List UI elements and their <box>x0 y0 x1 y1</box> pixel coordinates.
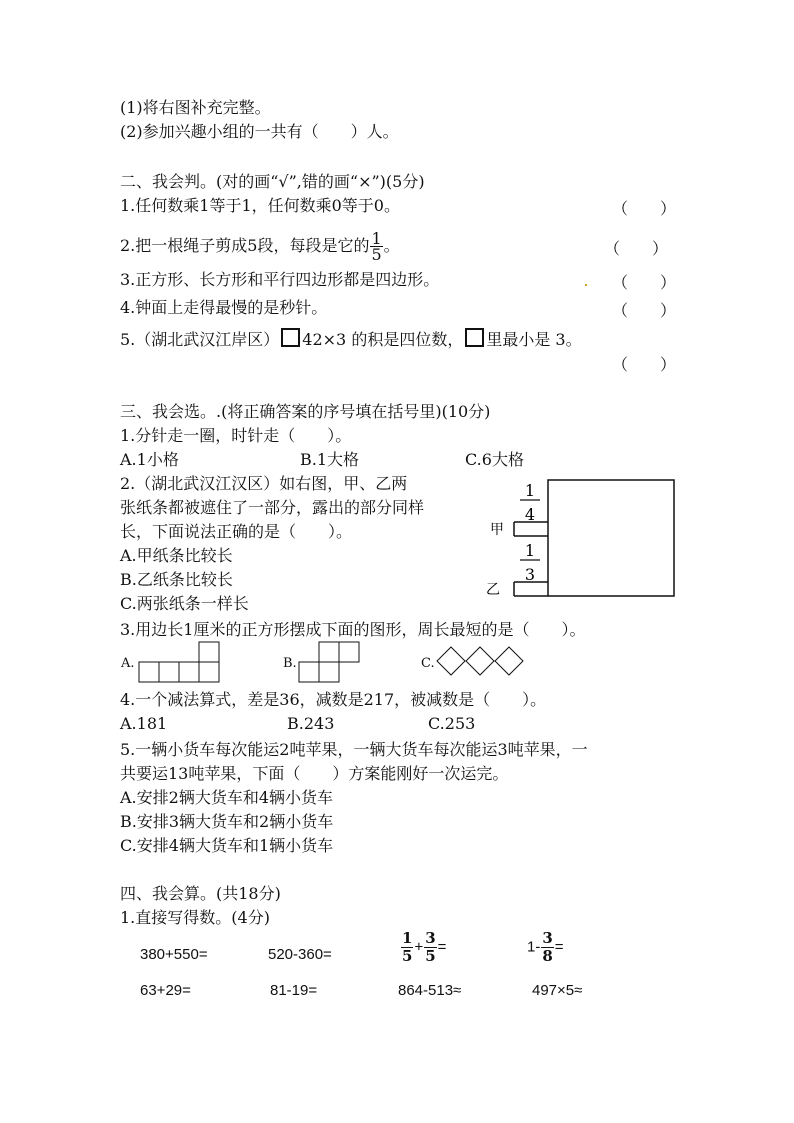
strip-jia-numerator: 1 <box>524 481 536 500</box>
judge-item-5-text: 42×3 的积是四位数， <box>302 330 464 349</box>
choice-q2-option-b[interactable]: B.乙纸条比较长 <box>120 570 233 589</box>
plus-sign: + <box>414 938 424 956</box>
strip-yi-numerator: 1 <box>524 541 536 560</box>
strip-jia-denominator: 4 <box>524 505 536 524</box>
choice-q3-option-a[interactable]: A. <box>121 656 135 671</box>
fraction-denominator: 5 <box>425 947 436 965</box>
fraction-numerator: 3 <box>542 929 553 947</box>
shape-a-squares <box>138 641 222 683</box>
equals-sign: = <box>554 938 564 956</box>
fraction-denominator: 5 <box>371 245 382 264</box>
stray-dot <box>585 284 587 286</box>
cover-rectangle <box>548 480 674 596</box>
calc-7: 864-513≈ <box>398 982 462 999</box>
part4-heading: 四、我会算。(共18分) <box>120 884 281 903</box>
fraction-denominator: 8 <box>542 947 553 965</box>
strip-jia-label: 甲 <box>490 522 504 538</box>
calc-2: 520-360= <box>268 946 332 963</box>
judge-answer-paren-5[interactable]: （ ） <box>612 355 677 374</box>
calc-3-fraction-sum <box>400 930 446 965</box>
choice-q2-line-1: 2.（湖北武汉江汉区）如右图，甲、乙两 <box>120 474 408 493</box>
equals-sign: = <box>437 938 447 956</box>
choice-q3-option-c[interactable]: C. <box>421 656 435 671</box>
fraction-one-fifth <box>370 231 382 262</box>
fraction <box>541 930 553 965</box>
fraction <box>401 930 413 965</box>
choice-q5-option-c[interactable]: C.安排4辆大货车和1辆小货车 <box>120 836 334 855</box>
whole-minus: 1- <box>527 938 541 956</box>
judge-item-5-source: 5.（湖北武汉江岸区） <box>120 330 280 349</box>
choice-q4-option-a[interactable]: A.181 <box>120 714 168 733</box>
fraction-denominator: 5 <box>402 947 413 965</box>
judge-item-1: 1.任何数乘1等于1，任何数乘0等于0。 <box>120 196 400 215</box>
fraction-numerator: 1 <box>402 929 413 947</box>
judge-answer-paren-4[interactable]: （ ） <box>612 301 677 320</box>
choice-q3-stem: 3.用边长1厘米的正方形摆成下面的图形，周长最短的是（ ）。 <box>120 620 586 639</box>
choice-q2-option-a[interactable]: A.甲纸条比较长 <box>120 546 233 565</box>
part2-heading: 二、我会判。(对的画“√”,错的画“×”)(5分) <box>120 172 425 191</box>
choice-q5-line-1: 5.一辆小货车每次能运2吨苹果，一辆大货车每次能运3吨苹果，一 <box>120 740 588 759</box>
shape-c-diamonds <box>436 646 526 678</box>
calc-8: 497×5≈ <box>532 982 583 999</box>
calc-1: 380+550= <box>140 946 208 963</box>
judge-item-2-text: 2.把一根绳子剪成5段，每段是它的 <box>120 236 370 255</box>
blank-box-icon <box>281 328 300 347</box>
fraction-numerator: 1 <box>371 229 382 248</box>
strip-yi-label: 乙 <box>486 582 500 598</box>
choice-q2-line-2: 张纸条都被遮住了一部分，露出的部分同样 <box>120 498 425 517</box>
blank-box-icon <box>465 328 484 347</box>
fraction-numerator: 3 <box>425 929 436 947</box>
choice-q4-option-c[interactable]: C.253 <box>428 714 476 733</box>
judge-item-2-end: 。 <box>383 236 400 255</box>
judge-answer-paren-2[interactable]: （ ） <box>604 239 669 258</box>
judge-item-4: 4.钟面上走得最慢的是秒针。 <box>120 298 328 317</box>
part1-q2: (2)参加兴趣小组的一共有（ ）人。 <box>120 122 399 141</box>
choice-q3-option-b[interactable]: B. <box>283 656 297 671</box>
choice-q4-option-b[interactable]: B.243 <box>287 714 335 733</box>
choice-q1-option-a[interactable]: A.1小格 <box>120 450 179 469</box>
choice-q1-option-b[interactable]: B.1大格 <box>300 450 360 469</box>
judge-answer-paren-1[interactable]: （ ） <box>612 199 677 218</box>
shape-b-squares <box>298 641 362 683</box>
choice-q1-stem: 1.分针走一圈，时针走（ ）。 <box>120 426 352 445</box>
judge-answer-paren-3[interactable]: （ ） <box>612 273 677 292</box>
choice-q5-line-2: 共要运13吨苹果，下面（ ）方案能刚好一次运完。 <box>120 764 509 783</box>
choice-q5-option-b[interactable]: B.安排3辆大货车和2辆小货车 <box>120 812 334 831</box>
judge-item-3: 3.正方形、长方形和平行四边形都是四边形。 <box>120 270 440 289</box>
part4-sub1: 1.直接写得数。(4分) <box>120 908 270 927</box>
choice-q5-option-a[interactable]: A.安排2辆大货车和4辆小货车 <box>120 788 334 807</box>
calc-6: 81-19= <box>270 982 318 999</box>
judge-item-2 <box>120 228 400 264</box>
paper-strips-figure <box>480 476 680 600</box>
choice-q2-option-c[interactable]: C.两张纸条一样长 <box>120 594 249 613</box>
calc-5: 63+29= <box>140 982 191 999</box>
judge-item-5-end: 里最小是 3。 <box>486 330 582 349</box>
choice-q1-option-c[interactable]: C.6大格 <box>465 450 524 469</box>
judge-item-5 <box>120 328 582 350</box>
strip-yi-denominator: 3 <box>524 565 536 584</box>
choice-q4-stem: 4.一个减法算式，差是36，减数是217，被减数是（ ）。 <box>120 690 547 709</box>
choice-q2-line-3: 长，下面说法正确的是（ ）。 <box>120 522 353 541</box>
part3-heading: 三、我会选。.(将正确答案的序号填在括号里)(10分) <box>120 402 491 421</box>
calc-4-fraction-diff <box>527 930 564 965</box>
part1-q1: (1)将右图补充完整。 <box>120 98 271 117</box>
fraction <box>424 930 436 965</box>
